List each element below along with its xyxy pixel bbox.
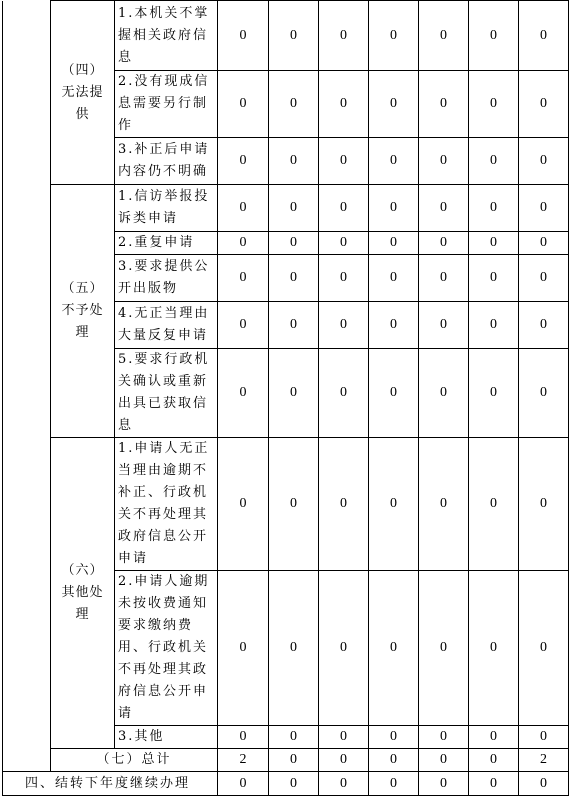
value-cell: 0 <box>218 232 269 255</box>
item-label: 1.本机关不掌握相关政府信息 <box>115 1 218 71</box>
value-cell: 0 <box>269 726 319 749</box>
value-cell: 0 <box>319 71 369 138</box>
value-cell: 0 <box>419 726 469 749</box>
value-cell: 0 <box>469 349 519 438</box>
table-row <box>3 1 569 71</box>
value-cell: 0 <box>469 71 519 138</box>
value-cell: 0 <box>218 138 269 185</box>
value-cell: 0 <box>218 71 269 138</box>
value-cell: 0 <box>419 349 469 438</box>
value-cell: 0 <box>369 71 419 138</box>
carry-over-value-cell: 0 <box>519 772 569 796</box>
value-cell: 0 <box>319 438 369 571</box>
value-cell: 0 <box>469 571 519 726</box>
value-cell: 0 <box>218 302 269 349</box>
carry-over-value-cell: 0 <box>218 772 269 796</box>
value-cell: 0 <box>369 185 419 232</box>
item-label: 1.信访举报投诉类申请 <box>115 185 218 232</box>
value-cell: 0 <box>469 726 519 749</box>
value-cell: 0 <box>319 1 369 71</box>
value-cell: 0 <box>469 1 519 71</box>
value-cell: 0 <box>469 438 519 571</box>
value-cell: 0 <box>269 138 319 185</box>
total-row <box>3 749 569 772</box>
item-label: 2.没有现成信息需要另行制作 <box>115 71 218 138</box>
value-cell: 0 <box>519 255 569 302</box>
disclosure-stats-table <box>2 0 569 796</box>
value-cell: 0 <box>519 138 569 185</box>
carry-over-value-cell: 0 <box>369 772 419 796</box>
item-label: 2.重复申请 <box>115 232 218 255</box>
value-cell: 0 <box>519 571 569 726</box>
value-cell: 0 <box>469 185 519 232</box>
value-cell: 0 <box>519 726 569 749</box>
carry-over-value-cell: 0 <box>319 772 369 796</box>
value-cell: 0 <box>419 138 469 185</box>
value-cell: 0 <box>218 438 269 571</box>
value-cell: 0 <box>519 232 569 255</box>
value-cell: 0 <box>269 71 319 138</box>
value-cell: 0 <box>218 185 269 232</box>
value-cell: 0 <box>369 571 419 726</box>
value-cell: 0 <box>369 726 419 749</box>
value-cell: 0 <box>419 571 469 726</box>
value-cell: 0 <box>469 138 519 185</box>
value-cell: 0 <box>519 71 569 138</box>
value-cell: 0 <box>519 349 569 438</box>
carry-over-value-cell: 0 <box>419 772 469 796</box>
carry-over-row <box>3 772 569 796</box>
table-row <box>3 438 569 571</box>
value-cell: 0 <box>218 726 269 749</box>
value-cell: 0 <box>369 1 419 71</box>
value-cell: 0 <box>218 1 269 71</box>
value-cell: 0 <box>319 232 369 255</box>
value-cell: 0 <box>369 138 419 185</box>
value-cell: 0 <box>419 71 469 138</box>
table-body <box>3 1 569 796</box>
item-label: 1.申请人无正当理由逾期不补正、行政机关不再处理其政府信息公开申请 <box>115 438 218 571</box>
value-cell: 0 <box>369 255 419 302</box>
total-value-cell: 0 <box>369 749 419 772</box>
value-cell: 0 <box>319 138 369 185</box>
value-cell: 0 <box>369 302 419 349</box>
value-cell: 0 <box>269 438 319 571</box>
value-cell: 0 <box>319 571 369 726</box>
value-cell: 0 <box>519 438 569 571</box>
total-label: （七）总计 <box>51 749 218 772</box>
carry-over-value-cell: 0 <box>469 772 519 796</box>
value-cell: 0 <box>419 232 469 255</box>
value-cell: 0 <box>469 302 519 349</box>
group-label: （六）其他处理 <box>51 438 115 749</box>
group-label: （五）不予处理 <box>51 185 115 438</box>
total-value-cell: 0 <box>269 749 319 772</box>
value-cell: 0 <box>218 571 269 726</box>
item-label: 4.无正当理由大量反复申请 <box>115 302 218 349</box>
value-cell: 0 <box>469 255 519 302</box>
value-cell: 0 <box>519 1 569 71</box>
value-cell: 0 <box>269 255 319 302</box>
value-cell: 0 <box>369 232 419 255</box>
value-cell: 0 <box>519 185 569 232</box>
item-label: 5.要求行政机关确认或重新出具已获取信息 <box>115 349 218 438</box>
value-cell: 0 <box>319 185 369 232</box>
value-cell: 0 <box>269 232 319 255</box>
value-cell: 0 <box>419 438 469 571</box>
value-cell: 0 <box>519 302 569 349</box>
item-label: 3.补正后申请内容仍不明确 <box>115 138 218 185</box>
group-label: （四）无法提供 <box>51 1 115 185</box>
value-cell: 0 <box>269 571 319 726</box>
value-cell: 0 <box>319 302 369 349</box>
total-value-cell: 2 <box>519 749 569 772</box>
outer-blank-cell <box>3 1 51 772</box>
total-value-cell: 2 <box>218 749 269 772</box>
total-value-cell: 0 <box>319 749 369 772</box>
value-cell: 0 <box>269 349 319 438</box>
value-cell: 0 <box>419 255 469 302</box>
value-cell: 0 <box>419 302 469 349</box>
value-cell: 0 <box>269 185 319 232</box>
carry-over-value-cell: 0 <box>269 772 319 796</box>
item-label: 2.申请人逾期未按收费通知要求缴纳费用、行政机关不再处理其政府信息公开申请 <box>115 571 218 726</box>
value-cell: 0 <box>269 1 319 71</box>
value-cell: 0 <box>218 349 269 438</box>
item-label: 3.要求提供公开出版物 <box>115 255 218 302</box>
value-cell: 0 <box>369 438 419 571</box>
value-cell: 0 <box>419 1 469 71</box>
total-value-cell: 0 <box>469 749 519 772</box>
value-cell: 0 <box>319 726 369 749</box>
item-label: 3.其他 <box>115 726 218 749</box>
value-cell: 0 <box>218 255 269 302</box>
table-row <box>3 185 569 232</box>
value-cell: 0 <box>319 349 369 438</box>
value-cell: 0 <box>419 185 469 232</box>
value-cell: 0 <box>469 232 519 255</box>
total-value-cell: 0 <box>419 749 469 772</box>
value-cell: 0 <box>369 349 419 438</box>
value-cell: 0 <box>269 302 319 349</box>
value-cell: 0 <box>319 255 369 302</box>
carry-over-label: 四、结转下年度继续办理 <box>3 772 218 796</box>
